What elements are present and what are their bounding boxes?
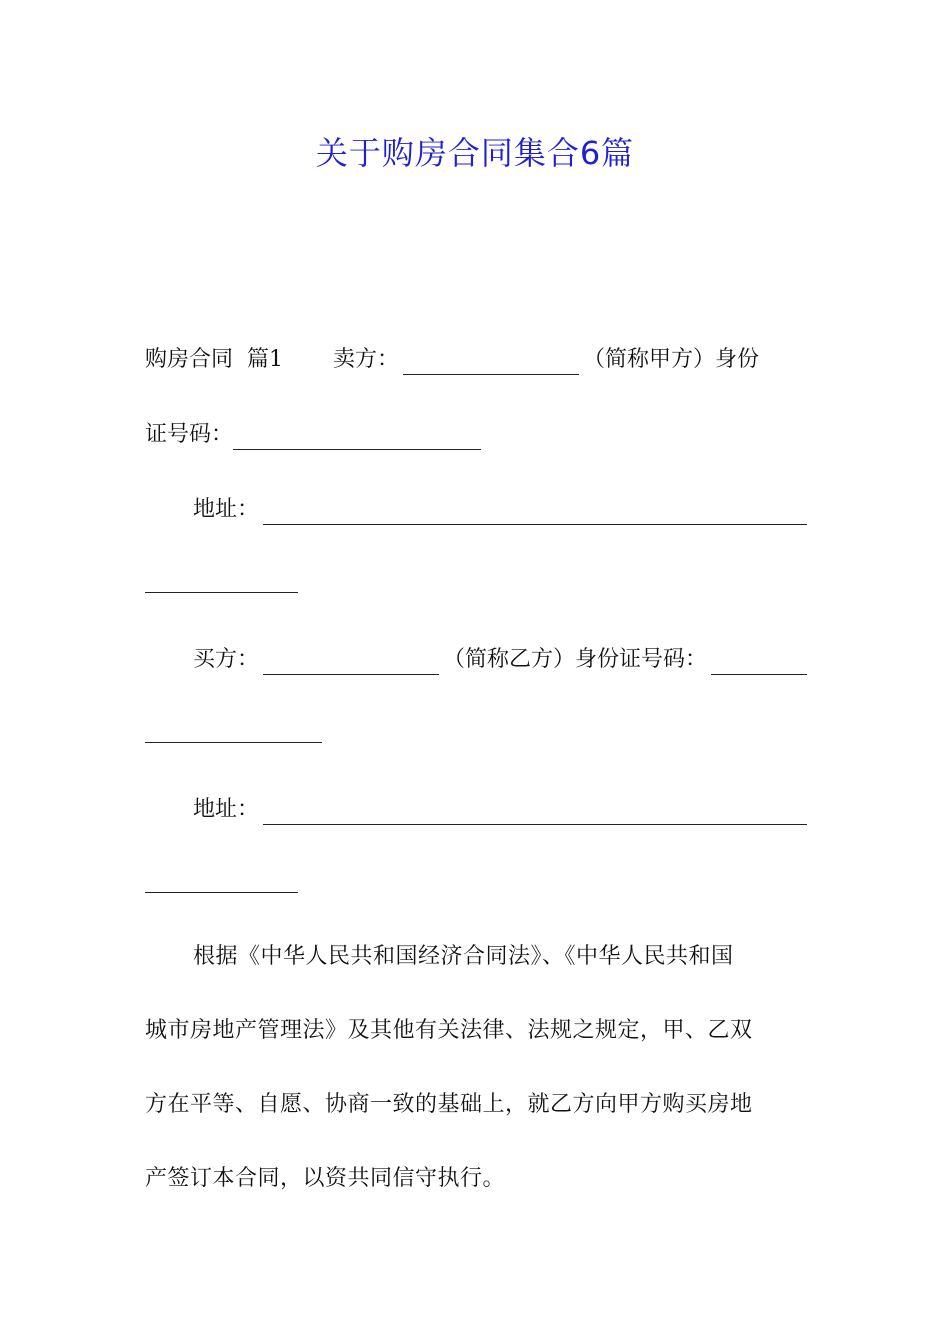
seller-address-continued (145, 570, 807, 593)
seller-name-blank[interactable] (403, 352, 579, 375)
document-title: 关于购房合同集合6篇 (315, 134, 635, 172)
buyer-id-blank[interactable] (711, 652, 807, 675)
section-heading: 购房合同 (145, 347, 234, 372)
seller-address-line (145, 495, 807, 525)
body-line: 方在平等、自愿、协商一致的基础上，就乙方向甲方购买房地 (145, 1092, 753, 1117)
seller-id-blank[interactable] (233, 427, 481, 450)
seller-address-blank-2[interactable] (145, 570, 298, 593)
section-number: 篇1 (247, 347, 284, 372)
seller-address-label: 地址： (193, 497, 260, 522)
seller-id-label: 证号码： (145, 422, 234, 447)
buyer-address-blank[interactable] (263, 802, 807, 825)
buyer-line (145, 645, 807, 675)
buyer-alias: （简称乙方）身份证号码： (443, 647, 708, 672)
body-line: 产签订本合同，以资共同信守执行。 (145, 1166, 506, 1191)
seller-id-line (145, 420, 807, 450)
buyer-id-continued (145, 720, 807, 743)
buyer-name-blank[interactable] (263, 652, 439, 675)
body-line: 根据《中华人民共和国经济合同法》、《中华人民共和国 (193, 944, 734, 969)
seller-label: 卖方： (333, 347, 400, 372)
seller-alias: （简称甲方）身份 (583, 347, 760, 372)
buyer-id-blank-2[interactable] (145, 720, 322, 743)
buyer-address-line (145, 795, 807, 825)
body-paragraph (145, 942, 807, 1238)
buyer-label: 买方： (193, 647, 260, 672)
buyer-address-label: 地址： (193, 797, 260, 822)
body-line: 城市房地产管理法》及其他有关法律、法规之规定，甲、乙双 (145, 1018, 753, 1043)
buyer-address-blank-2[interactable] (145, 870, 298, 893)
seller-line (145, 345, 807, 375)
buyer-address-continued (145, 870, 807, 893)
seller-address-blank[interactable] (263, 502, 807, 525)
